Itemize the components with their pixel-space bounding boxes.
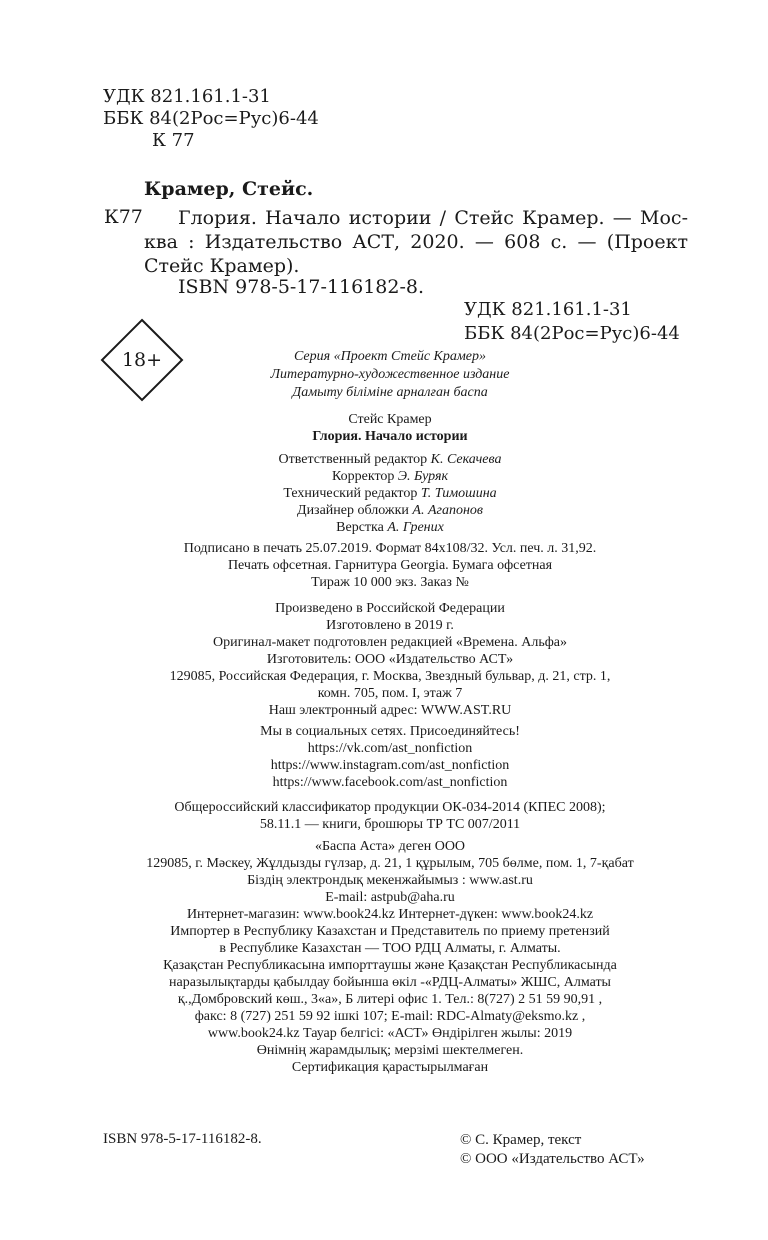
series-line: Дамыту біліміне арналған баспа — [292, 385, 488, 400]
udk-top-block — [103, 86, 319, 152]
kz-line: Қазақстан Республикасына импорттаушы және Қазақстан Республикасында — [163, 958, 617, 973]
social-link-facebook[interactable]: https://www.facebook.com/ast_nonfiction — [272, 775, 508, 790]
social-link-vk[interactable]: https://vk.com/ast_nonfiction — [307, 741, 473, 756]
age-rating: 18+ — [121, 349, 163, 371]
produced-line: Изготовлено в 2019 г. — [326, 618, 454, 633]
print-line: Тираж 10 000 экз. Заказ № — [311, 575, 469, 590]
credit-row: Технический редактор Т. Тимошина — [283, 486, 497, 501]
credit-row: Ответственный редактор К. Секачева — [278, 452, 502, 467]
produced-line: комн. 705, пом. I, этаж 7 — [317, 686, 463, 701]
copyright-block — [460, 1131, 645, 1169]
description-line-2: ква : Издательство АСТ, 2020. — 608 с. — (Проект — [144, 231, 688, 253]
kz-line: E-mail: astpub@aha.ru — [325, 890, 455, 905]
description-continuation — [144, 230, 688, 278]
credit-row: Верстка А. Грених — [336, 520, 444, 535]
udk-right-code: УДК 821.161.1-31 — [464, 299, 632, 320]
udk-code: УДК 821.161.1-31 — [103, 86, 271, 107]
isbn-middle: ISBN 978-5-17-116182-8. — [178, 276, 425, 298]
kazakhstan-block — [80, 838, 700, 1076]
kz-line: қ.,Домбровский көш., 3«а», Б литері офис 1. Тел.: 8(727) 2 51 59 90,91 , — [177, 992, 603, 1007]
kz-line: в Республике Казахстан — ТОО РДЦ Алматы, г. Алматы. — [219, 941, 561, 956]
author-heading: Крамер, Стейс. — [144, 178, 314, 200]
description-line-1: Глория. Начало истории / Стейс Крамер. — Мос- — [178, 207, 688, 229]
classification-line: Общероссийский классификатор продукции ОК-034-2014 (КПЕС 2008); — [174, 800, 606, 815]
produced-line: Произведено в Российской Федерации — [275, 601, 505, 616]
produced-block — [80, 600, 700, 719]
credits-title: Глория. Начало истории — [312, 429, 468, 444]
credit-row: Корректор Э. Буряк — [331, 469, 449, 484]
print-line: Подписано в печать 25.07.2019. Формат 84x108/32. Усл. печ. л. 31,92. — [183, 541, 597, 556]
social-block — [80, 723, 700, 791]
kz-line: «Баспа Аста» деген ООО — [314, 839, 466, 854]
credits-block — [80, 411, 700, 536]
series-line: Серия «Проект Стейс Крамер» — [294, 349, 486, 364]
social-link-instagram[interactable]: https://www.instagram.com/ast_nonfiction — [270, 758, 510, 773]
copyright-author: © С. Крамер, текст — [460, 1132, 582, 1148]
produced-line: Изготовитель: ООО «Издательство АСТ» — [266, 652, 514, 667]
credit-row: Дизайнер обложки А. Агапонов — [297, 503, 483, 518]
produced-line: Оригинал-макет подготовлен редакцией «Времена. Альфа» — [212, 635, 567, 650]
kz-line: Біздің электрондық мекенжайымыз : www.ast.ru — [247, 873, 533, 888]
produced-line: 129085, Российская Федерация, г. Москва, Звездный бульвар, д. 21, стр. 1, — [169, 669, 611, 684]
series-line: Литературно-художественное издание — [270, 367, 510, 382]
kz-line: факс: 8 (727) 251 59 92 ішкі 107; E-mail: RDC-Almaty@eksmo.kz , — [194, 1009, 586, 1024]
bbk-right-code: ББК 84(2Рос=Рус)6-44 — [464, 323, 680, 344]
print-line: Печать офсетная. Гарнитура Georgia. Бумага офсетная — [227, 558, 553, 573]
series-block — [80, 348, 700, 402]
classification-line: 58.11.1 — книги, брошюры ТР ТС 007/2011 — [259, 817, 521, 832]
kz-line: Өнімнің жарамдылық; мерзімі шектелмеген. — [256, 1043, 524, 1058]
bbk-code: ББК 84(2Рос=Рус)6-44 — [103, 108, 319, 129]
isbn-bottom: ISBN 978-5-17-116182-8. — [103, 1131, 262, 1147]
kz-line: www.book24.kz Тауар белгісі: «АСТ» Өндірілген жылы: 2019 — [207, 1026, 573, 1041]
credits-author: Стейс Крамер — [348, 412, 432, 427]
classification-block — [80, 799, 700, 833]
udk-right-block — [464, 298, 680, 346]
social-heading: Мы в социальных сетях. Присоединяйтесь! — [260, 724, 520, 739]
produced-line: Наш электронный адрес: WWW.AST.RU — [268, 703, 512, 718]
print-info-block — [80, 540, 700, 591]
description-code: К77 — [104, 206, 143, 228]
description-line-3: Стейс Крамер). — [144, 255, 300, 277]
kz-line: 129085, г. Мәскеу, Жұлдызды гүлзар, д. 21, 1 құрылым, 705 бөлме, пом. 1, 7-қабат — [146, 856, 634, 871]
copyright-publisher: © ООО «Издательство АСТ» — [460, 1151, 645, 1167]
kz-line: наразылықтарды қабылдау бойынша өкіл -«РДЦ-Алматы» ЖШС, Алматы — [169, 975, 611, 990]
kz-line: Импортер в Республику Казахстан и Представитель по приему претензий — [170, 924, 610, 939]
kz-line: Сертификация қарастырылмаған — [291, 1060, 489, 1075]
author-sign: К 77 — [152, 130, 195, 151]
kz-line: Интернет-магазин: www.book24.kz Интернет-дүкен: www.book24.kz — [186, 907, 594, 922]
